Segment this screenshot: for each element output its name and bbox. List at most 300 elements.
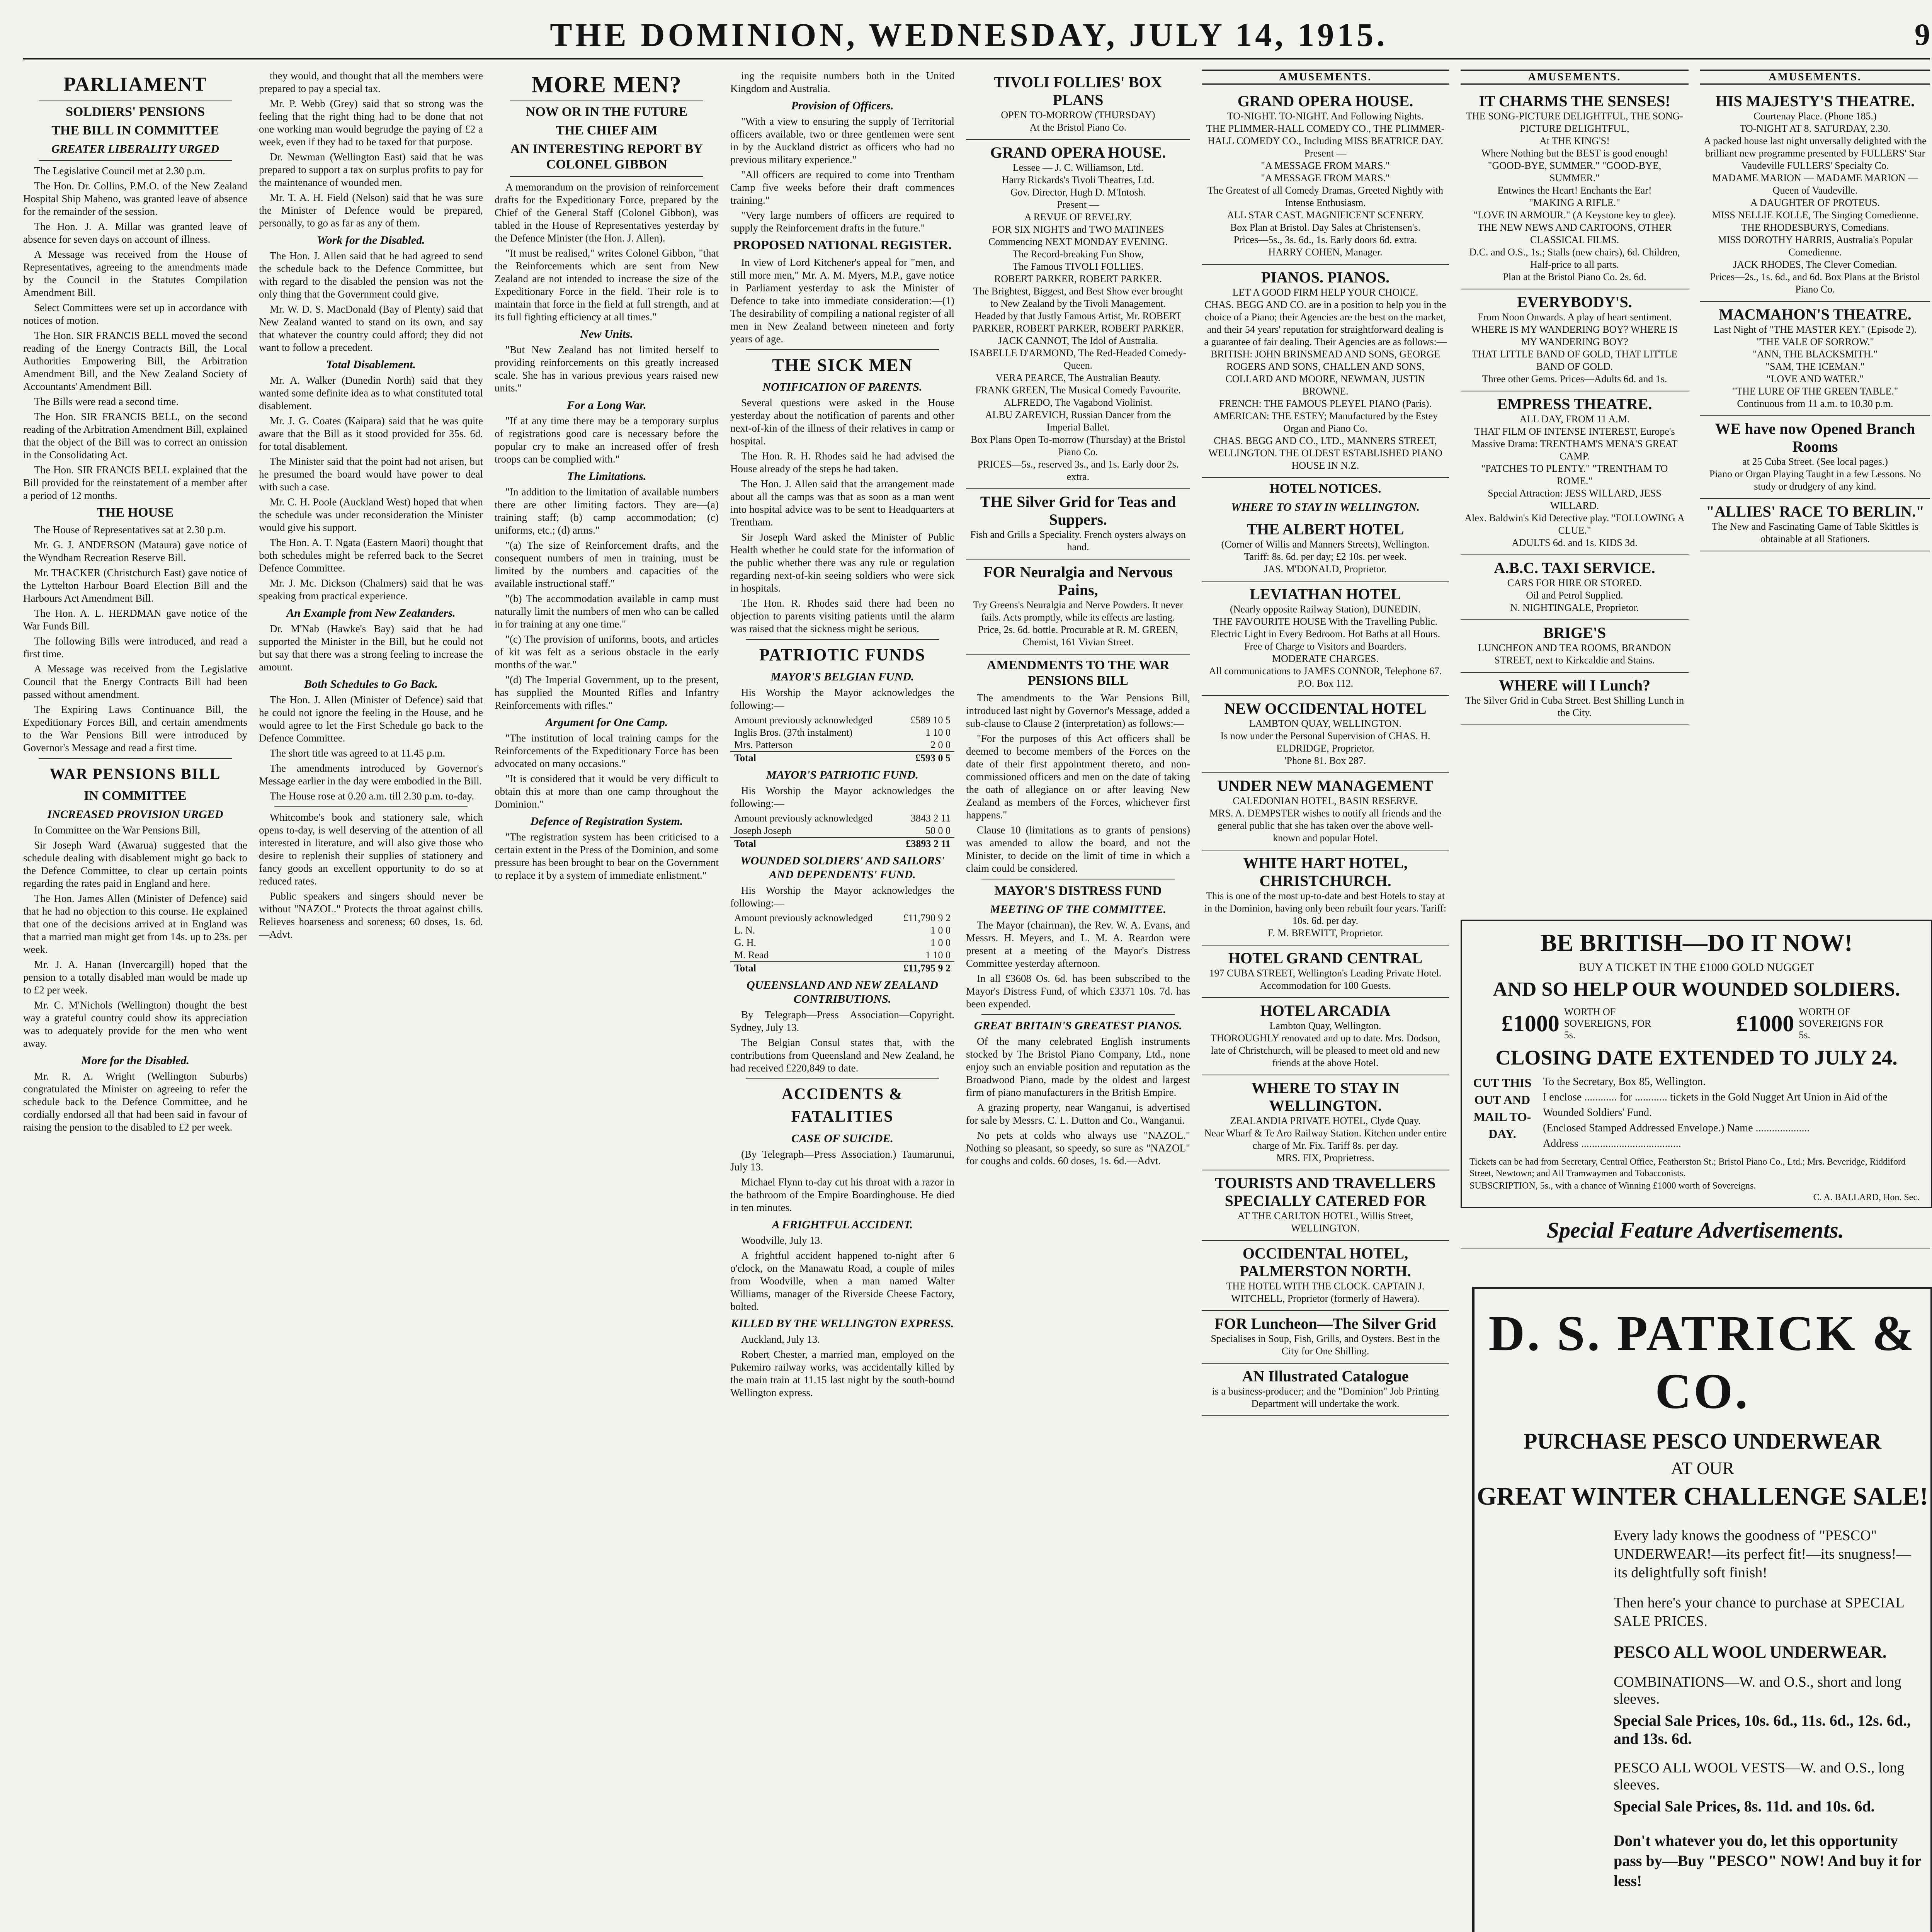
paragraph: Dr. M'Nab (Hawke's Bay) said that he had supported the Minister in the Bill, but he could not but say that there was a strong feeling to increase the amount. — [259, 623, 483, 673]
paragraph: Robert Chester, a married man, employed on the Pukemiro railway works, was accidentally killed by the main train at 11.15 last night by the south-bound Wellington express. — [730, 1349, 954, 1398]
ad-title: PIANOS. PIANOS. — [1261, 269, 1390, 286]
paragraph: The Hon. SIR FRANCIS BELL, on the second reading of the Arbitration Amendment Bill, explained that the object of the Bill was to correct an omission in the Consolidating Act. — [23, 411, 247, 461]
ad-line: Tariff: 8s. 6d. per day; £2 10s. per week. — [1244, 551, 1407, 562]
table-cell-amount: £11,790 9 2 — [903, 912, 951, 923]
ad-line: Plan at the Bristol Piano Co. 2s. 6d. — [1503, 271, 1646, 282]
ad-line: ZEALANDIA PRIVATE HOTEL, Clyde Quay. — [1230, 1115, 1421, 1126]
subhead: Provision of Officers. — [791, 99, 894, 112]
article-headline: ACCIDENTS & FATALITIES — [781, 1085, 903, 1126]
ad-line: THE NEW NEWS AND CARTOONS, OTHER CLASSICAL FILMS. — [1478, 222, 1672, 245]
ad-title: IT CHARMS THE SENSES! — [1479, 92, 1670, 110]
ad-line: FRANK GREEN, The Musical Comedy Favourite. — [975, 384, 1181, 396]
hotel-notice — [1202, 1311, 1449, 1364]
fund-table — [730, 812, 954, 850]
ad-line: Specialises in Soup, Fish, Grills, and Oysters. Best in the City for One Shilling. — [1211, 1333, 1440, 1357]
paragraph: "If at any time there may be a temporary surplus of registrations good care is necessary before the popular cry to make an increased offer of fresh troops can be complied with." — [495, 415, 719, 465]
ticket-info: Tickets can be had from Secretary, Central Office, Featherston St.; Bristol Piano Co., Ltd.; Mrs. Beveridge, Riddiford Street, Newtown; and All Tramwaymen and Tobacconists. — [1469, 1157, 1906, 1179]
ad-line: LUNCHEON AND TEA ROOMS, BRANDON STREET, next to Kirkcaldie and Stains. — [1478, 642, 1672, 666]
ad-line: "A MESSAGE FROM MARS." — [1261, 172, 1390, 184]
paragraph: The following Bills were introduced, and read a first time. — [23, 635, 247, 660]
hotel-notice — [1202, 696, 1449, 773]
ad-line: Prices—5s., 3s. 6d., 1s. Early doors 6d. extra. — [1233, 234, 1417, 245]
masthead — [23, 12, 1930, 60]
ad-line: F. M. BREWITT, Proprietor. — [1267, 927, 1383, 939]
ad-line: N. NIGHTINGALE, Proprietor. — [1510, 602, 1639, 613]
paragraph: Mr. J. A. Hanan (Invercargill) hoped that the pension to a totally disabled man would be made up to £2 per week. — [23, 959, 247, 996]
ad-line: Lessee — J. C. Williamson, Ltd. — [1012, 162, 1144, 173]
paragraph: "It is considered that it would be very difficult to obtain this at more than one camp throughout the Dominion." — [495, 773, 719, 810]
ad-line: Fish and Grills a Speciality. French oysters always on hand. — [970, 529, 1186, 553]
paragraph: His Worship the Mayor acknowledges the following:— — [730, 785, 954, 809]
ad-line: ISABELLE D'ARMOND, The Red-Headed Comedy-Queen. — [969, 347, 1187, 371]
paragraph: The Hon. R. Rhodes said there had been no objection to parents visiting patients until the alarm was raised that the sickness might be serious. — [730, 597, 954, 634]
paragraph: The Hon. SIR FRANCIS BELL moved the second reading of the Energy Contracts Bill, the Local Authorities Empowering Bill, the Arbitration Amendment Bill, and the New Zealand Society of Accountants' Amendment Bill. — [23, 330, 247, 392]
ad-line: The Brightest, Biggest, and Best Show ever brought to New Zealand by the Tivoli Management. — [973, 286, 1183, 309]
ad-line: From Noon Onwards. A play of heart sentiment. — [1478, 311, 1672, 323]
hotel-notice — [1202, 517, 1449, 582]
table-cell-label: Total — [734, 752, 756, 764]
ad-line: Alex. Baldwin's Kid Detective play. "FOLLOWING A CLUE." — [1464, 512, 1685, 536]
hotel-notice — [1202, 582, 1449, 696]
paragraph: Mr. T. A. H. Field (Nelson) said that he was sure the Minister of Defence would be prepared, personally, to go as far as any of them. — [259, 192, 483, 229]
paragraph: "(b) The accommodation available in camp must naturally limit the numbers of men who can be called in for training at any one time." — [495, 593, 719, 630]
table-cell-label: G. H. — [734, 937, 757, 948]
paragraph: Mr. A. Walker (Dunedin North) said that they wanted some definite idea as to what constituted total disablement. — [259, 374, 483, 412]
ad-line: THE SONG-PICTURE DELIGHTFUL, THE SONG-PICTURE DELIGHTFUL, — [1466, 111, 1684, 134]
ad-line: BRITISH: JOHN BRINSMEAD AND SONS, GEORGE ROGERS AND SONS, CHALLEN AND SONS, COLLARD AND MOORE, NEWMAN, JUSTIN BROWNE. — [1211, 349, 1440, 397]
paragraph: Sir Joseph Ward asked the Minister of Public Health whether he could state for the information of the public whether there was any rule or regulation regarding next-of-kin seeing soldiers who were sick in hospitals. — [730, 531, 954, 594]
paragraph: Public speakers and singers should never be without "NAZOL." Protects the throat against chills. Relieves hoarseness and soreness; 60 doses, 1s. 6d.—Advt. — [259, 890, 483, 940]
coupon-line: (Enclosed Stamped Addressed Envelope.) Name .................... — [1543, 1122, 1810, 1134]
paragraph: The Belgian Consul states that, with the contributions from Queensland and New Zealand, he had received £220,849 to date. — [730, 1037, 954, 1074]
hotel-notice — [1202, 1170, 1449, 1241]
amusements-header: AMUSEMENTS. — [1700, 70, 1930, 85]
paragraph: Clause 10 (limitations as to grants of pensions) was amended to allow the board, and not the Minister, to decide on the limit of time in which a claim could be considered. — [966, 824, 1190, 874]
banner-subline: AND SO HELP OUR WOUNDED SOLDIERS. — [1493, 978, 1900, 1000]
paragraph: The Hon. A. L. HERDMAN gave notice of the War Funds Bill. — [23, 607, 247, 632]
table-cell-amount: 1 0 0 — [930, 937, 951, 948]
ad-line: THE HOTEL WITH THE CLOCK. CAPTAIN J. WITCHELL, Proprietor (formerly of Hawera). — [1226, 1281, 1425, 1304]
article-headline: WAR PENSIONS BILL — [49, 765, 221, 782]
ad-title: GRAND OPERA HOUSE. — [990, 144, 1166, 161]
fund-table — [730, 912, 954, 975]
prize-text: WORTH OF SOVEREIGNS FOR 5s. — [1799, 1006, 1884, 1041]
ad-line: "THE VALE OF SORROW." — [1756, 336, 1874, 347]
ad-line: Courtenay Place. (Phone 185.) — [1753, 111, 1877, 122]
paragraph: Mr. G. J. ANDERSON (Mataura) gave notice of the Wyndham Recreation Reserve Bill. — [23, 539, 247, 563]
ad-line: ADULTS 6d. and 1s. KIDS 3d. — [1512, 537, 1638, 548]
subhead: WHERE TO STAY IN WELLINGTON. — [1231, 501, 1420, 514]
ad-line: OPEN TO-MORROW (THURSDAY) — [1001, 109, 1155, 121]
hotel-notice — [1202, 773, 1449, 850]
coupon-form[interactable] — [1543, 1074, 1923, 1151]
ad-line: A DAUGHTER OF PROTEUS. — [1750, 197, 1880, 208]
article-headline: PATRIOTIC FUNDS — [759, 645, 926, 664]
paragraph: The Hon. James Allen (Minister of Defence) said that he had no objection to this course. He explained that one of the decisions arrived at in England was that a married man might get from 14s. up to 23s. per week. — [23, 893, 247, 955]
paragraph: Sir Joseph Ward (Awarua) suggested that the schedule dealing with disablement might go back to the Defence Committee, to clear up certain points regarding the rates paid in England and here. — [23, 839, 247, 889]
prize-text: WORTH OF SOVEREIGNS, FOR 5s. — [1564, 1006, 1651, 1041]
ad-line: MISS DOROTHY HARRIS, Australia's Popular Comedienne. — [1718, 234, 1913, 258]
ad-body: Then here's your chance to purchase at SPECIAL SALE PRICES. — [1614, 1595, 1904, 1629]
prize-amount: £1000 — [1736, 1010, 1794, 1036]
ad-line: The Silver Grid in Cuba Street. Best Shilling Lunch in the City. — [1465, 695, 1684, 718]
table-cell-amount: £3893 2 11 — [906, 838, 951, 849]
table-row — [730, 949, 954, 961]
prize-amount: £1000 — [1501, 1010, 1560, 1036]
ad-line: CHAS. BEGG AND CO., LTD., MANNERS STREET, WELLINGTON. THE OLDEST ESTABLISHED PIANO HOUSE IN N.Z. — [1208, 435, 1442, 471]
paragraph: In all £3608 Os. 6d. has been subscribed to the Mayor's Distress Fund, of which £3371 10s. 7d. has been expended. — [966, 973, 1190, 1010]
paragraph: The Hon. J. A. Millar was granted leave of absence for seven days on account of illness. — [23, 221, 247, 245]
paragraph: ing the requisite numbers both in the United Kingdom and Australia. — [730, 70, 954, 94]
subhead: Defence of Registration System. — [530, 815, 683, 828]
article-deck: NOW OR IN THE FUTURE — [526, 105, 688, 119]
paragraph: The Bills were read a second time. — [34, 396, 179, 407]
hotel-notice — [1202, 946, 1449, 998]
advertisement — [1461, 555, 1689, 620]
ad-body: Every lady knows the goodness of "PESCO" UNDERWEAR!—its perfect fit!—its snugness!—its delightfully soft finish! — [1614, 1527, 1911, 1581]
ad-title: HOTEL GRAND CENTRAL — [1228, 949, 1423, 967]
table-cell-amount: 3843 2 11 — [910, 813, 951, 824]
paragraph: Auckland, July 13. — [741, 1333, 820, 1345]
ad-line: Is now under the Personal Supervision of CHAS. H. ELDRIDGE, Proprietor. — [1220, 730, 1430, 754]
section-title: PARLIAMENT — [63, 73, 207, 95]
advertisement-list — [1202, 517, 1449, 1416]
ad-title: EMPRESS THEATRE. — [1497, 395, 1652, 413]
table-row — [730, 924, 954, 937]
ad-line: "MAKING A RIFLE." — [1529, 197, 1620, 208]
ad-line: ROBERT PARKER, ROBERT PARKER. — [994, 273, 1162, 284]
paragraph: Select Committees were set up in accordance with notices of motion. — [23, 302, 247, 326]
ad-line: LET A GOOD FIRM HELP YOUR CHOICE. — [1232, 287, 1418, 298]
ad-line: This is one of the most up-to-date and best Hotels to stay at in the Dominion, having only been rebuilt four years. Tariff: 10s. 6d. per day. — [1204, 890, 1447, 926]
ad-line: JAS. M'DONALD, Proprietor. — [1264, 563, 1387, 575]
table-cell-label: Amount previously acknowledged — [734, 813, 873, 824]
ad-line: "SAM, THE ICEMAN." — [1765, 361, 1865, 372]
paragraph: The Mayor (chairman), the Rev. W. A. Evans, and Messrs. H. Meyers, and L. M. A. Reardon were present at a meeting of the Mayor's Distress Committee yesterday afternoon. — [966, 919, 1190, 969]
subhead: WOUNDED SOLDIERS' AND SAILORS' AND DEPENDENTS' FUND. — [740, 854, 945, 881]
ad-line: WHERE IS MY WANDERING BOY? WHERE IS MY WANDERING BOY? — [1471, 324, 1678, 347]
ad-callout: Don't whatever you do, let this opportunity pass by—Buy "PESCO" NOW! And buy it for less! — [1614, 1832, 1922, 1889]
ad-line: VERA PEARCE, The Australian Beauty. — [995, 372, 1161, 383]
ad-line: THE PLIMMER-HALL COMEDY CO., THE PLIMMER-HALL COMEDY CO., Including MISS BEATRICE DAY. — [1206, 123, 1445, 146]
ad-line: TO-NIGHT AT 8. SATURDAY, 2.30. — [1740, 123, 1891, 134]
subhead: The Limitations. — [567, 470, 646, 483]
paragraph: "The registration system has been criticised to a certain extent in the Press of the Dominion, and some pressure has been brought to bear on the Government to replace it by a system of immediate enlistment." — [495, 831, 719, 881]
ad-line: The Famous TIVOLI FOLLIES. — [1012, 261, 1144, 272]
paragraph: they would, and thought that all the members were prepared to pay a special tax. — [259, 70, 483, 94]
ad-headline: PURCHASE PESCO UNDERWEAR — [1523, 1429, 1882, 1454]
ad-line: THAT LITTLE BAND OF GOLD, THAT LITTLE BAND OF GOLD. — [1471, 349, 1678, 372]
ad-line: At THE KING'S! — [1539, 135, 1610, 146]
paragraph: Mr. W. D. S. MacDonald (Bay of Plenty) said that New Zealand wanted to stand on its own, and say that whatever the country could afford; they did not want to follow a precedent. — [259, 303, 483, 353]
article-deck: NOTIFICATION OF PARENTS. — [762, 381, 922, 393]
table-cell-label: Inglis Bros. (37th instalment) — [734, 727, 853, 738]
table-row — [730, 961, 954, 975]
ad-line: Piano or Organ Playing Taught in a few Lessons. No study or drudgery of any kind. — [1709, 468, 1921, 492]
paragraph: Mr. C. H. Poole (Auckland West) hoped that when the schedule was under reconsideration the Minister would give his support. — [259, 496, 483, 533]
table-row — [730, 751, 954, 764]
column-amusements-3 — [1700, 70, 1930, 912]
ad-line: Special Attraction: JESS WILLARD, JESS WILLARD. — [1488, 488, 1662, 511]
advertisement — [1700, 416, 1930, 499]
paragraph: Several questions were asked in the House yesterday about the notification of parents and other next-of-kin of the illness of their relatives in camp or hospital. — [730, 397, 954, 447]
paragraph: The Hon. J. Allen said that he had agreed to send the schedule back to the Defence Committee, but with regard to the disabled the pension was not the only thing that the Government could give. — [259, 250, 483, 300]
table-cell-label: M. Read — [734, 949, 769, 961]
ad-line: "LOVE AND WATER." — [1766, 373, 1864, 384]
amusements-header: AMUSEMENTS. — [1202, 70, 1449, 85]
paragraph: "With a view to ensuring the supply of Territorial officers available, two or three gentlemen were sent in by the Auckland district as officers who had no previous military experience." — [730, 116, 954, 165]
paragraph: His Worship the Mayor acknowledges the following:— — [730, 884, 954, 909]
ad-title: AN Illustrated Catalogue — [1242, 1367, 1409, 1385]
ad-title: TIVOLI FOLLIES' BOX PLANS — [994, 73, 1162, 109]
ad-line: A packed house last night unversally delighted with the brilliant new programme presented by FULLERS' Star Vaudeville FULLERS' Specialty Co. — [1704, 135, 1927, 171]
paragraph: No pets at colds who always use "NAZOL." Nothing so pleasant, so speedy, so sure as "NAZOL" for coughs and colds. 60 doses, 1s. 6d.—Advt. — [966, 1129, 1190, 1167]
ad-line: ALL DAY, FROM 11 A.M. — [1519, 413, 1630, 425]
ad-line: THE RHODESBURYS, Comedians. — [1741, 222, 1889, 233]
ad-title: MACMAHON'S THEATRE. — [1719, 306, 1912, 323]
secretary-name: C. A. BALLARD, Hon. Sec. — [1813, 1192, 1920, 1202]
paragraph: The Hon. Dr. Collins, P.M.O. of the New Zealand Hospital Ship Maheno, was granted leave of absence for the remainder of the session. — [23, 180, 247, 217]
ad-line: D.C. and O.S., 1s.; Stalls (new chairs), 6d. Children, Half-price to all parts. — [1469, 247, 1680, 270]
subhead: MAYOR'S BELGIAN FUND. — [770, 670, 914, 683]
ad-line: Three other Gems. Prices—Adults 6d. and 1s. — [1482, 373, 1667, 384]
ad-line: at 25 Cuba Street. (See local pages.) — [1742, 456, 1888, 467]
product-price: Special Sale Prices, 8s. 11d. and 10s. 6d. — [1614, 1798, 1875, 1815]
advertisement — [1202, 88, 1449, 265]
ad-title: FOR Luncheon—The Silver Grid — [1214, 1315, 1436, 1332]
ad-title: GRAND OPERA HOUSE. — [1237, 92, 1413, 110]
article-deck: MEETING OF THE COMMITTEE. — [990, 903, 1167, 916]
ad-line: is a business-producer; and the "Dominion" Job Printing Department will undertake the work. — [1212, 1386, 1439, 1409]
product-name: PESCO ALL WOOL UNDERWEAR. — [1614, 1643, 1887, 1662]
ad-title: NEW OCCIDENTAL HOTEL — [1224, 700, 1427, 717]
paragraph: Mr. THACKER (Christchurch East) gave notice of the Lyttelton Harbour Board Election Bill and the Harbours Act Amendment Bill. — [23, 567, 247, 604]
gold-nugget-advertisement — [1461, 920, 1932, 1208]
ad-line: HARRY COHEN, Manager. — [1268, 247, 1383, 258]
ad-line: Electric Light in Every Bedroom. Hot Baths at all Hours. Free of Charge to Visitors and Boarders. — [1210, 628, 1440, 652]
paragraph: In Committee on the War Pensions Bill, — [34, 824, 201, 836]
paragraph: "(a) The size of Reinforcement drafts, and the consequent numbers of men in training, must be limited by the numbers and capacities of the available instructional staff." — [495, 539, 719, 589]
advertisement-list — [1700, 88, 1930, 551]
paragraph: "For the purposes of this Act officers shall be deemed to become members of the Forces on the date of their first appointment thereto, and non-commissioned officers and men on the date of taking the oath of allegiance on or after leaving New Zealand as members of the Forces, whichever first happens." — [966, 733, 1190, 821]
paragraph: His Worship the Mayor acknowledges the following:— — [730, 687, 954, 711]
banner-headline: BE BRITISH—DO IT NOW! — [1540, 929, 1853, 956]
advertisement — [966, 560, 1190, 655]
ad-line: PRICES—5s., reserved 3s., and 1s. Early door 2s. extra. — [977, 459, 1179, 482]
subhead: QUEENSLAND AND NEW ZEALAND CONTRIBUTIONS. — [747, 979, 938, 1005]
paragraph: Mr. P. Webb (Grey) said that so strong was the feeling that the right thing had to be done that not one working man would begrudge the paying of £2 a week, even if they had to be taxed for that purpose. — [259, 98, 483, 148]
patrick-advertisement — [1472, 1287, 1932, 1932]
ad-title: WHERE TO STAY IN WELLINGTON. — [1251, 1079, 1400, 1114]
ad-line: MODERATE CHARGES. — [1272, 653, 1379, 664]
subhead: An Example from New Zealanders. — [286, 607, 456, 619]
column-amusements-2 — [1461, 70, 1689, 912]
ad-line: Headed by that Justly Famous Artist, Mr. ROBERT PARKER, ROBERT PARKER, ROBERT PARKER. — [972, 310, 1184, 334]
paragraph: By Telegraph—Press Association—Copyright. Sydney, July 13. — [730, 1009, 954, 1033]
ad-title: FOR Neuralgia and Nervous Pains, — [983, 563, 1173, 599]
paragraph: The Hon. J. Allen said that the arrangement made about all the camps was that as soon as a man went into hospital advice was to be sent to Headquarters at Trentham. — [730, 478, 954, 528]
article-kicker: IN COMMITTEE — [84, 789, 187, 803]
advertisement — [1461, 391, 1689, 555]
ad-line: "THE LURE OF THE GREEN TABLE." — [1732, 386, 1898, 397]
ad-line: Entwines the Heart! Enchants the Ear! — [1497, 185, 1652, 196]
ad-line: Present — — [1057, 199, 1099, 210]
advertisement — [966, 489, 1190, 560]
column-parliament — [23, 70, 247, 1932]
ad-line: Gov. Director, Hugh D. M'Intosh. — [1010, 187, 1146, 198]
subhead: Work for the Disabled. — [317, 234, 425, 247]
table-row — [730, 837, 954, 850]
paragraph: The Hon. R. H. Rhodes said he had advised the House already of the steps he had taken. — [730, 450, 954, 474]
paragraph: Woodville, July 13. — [741, 1235, 823, 1246]
section-title: HOTEL NOTICES. — [1269, 481, 1381, 496]
paragraph: "In addition to the limitation of available numbers there are other limiting factors. They are—(a) training staff; (b) camp accommodation; (c) uniforms, etc.; (d) arms." — [495, 486, 719, 536]
subhead: GREAT BRITAIN'S GREATEST PIANOS. — [974, 1019, 1182, 1032]
paragraph: Dr. Newman (Wellington East) said that he was prepared to support a tax on surplus profits to pay for the maintenance of wounded men. — [259, 151, 483, 188]
paragraph: In view of Lord Kitchener's appeal for "men, and still more men," Mr. A. M. Myers, M.P., gave notice in Parliament yesterday to ask the Minister of Defence to take into immediate consideration:—(1) The desirability of compiling a national register of all men in New Zealand between nineteen and forty years of age. — [730, 257, 954, 345]
ad-line: "A MESSAGE FROM MARS." — [1261, 160, 1390, 171]
ad-line: Box Plan at Bristol. Day Sales at Christensen's. — [1230, 222, 1421, 233]
page-number: 9 — [1915, 17, 1930, 52]
amusements-header: AMUSEMENTS. — [1461, 70, 1689, 85]
advertisement — [1700, 88, 1930, 302]
special-feature-header: Special Feature Advertisements. — [1461, 1217, 1930, 1248]
article-deck: INCREASED PROVISION URGED — [47, 808, 223, 821]
ad-line: AMERICAN: THE ESTEY; Manufactured by the Estey Organ and Piano Co. — [1213, 410, 1438, 434]
ad-line: (Nearly opposite Railway Station), DUNEDIN. — [1230, 604, 1421, 615]
subhead: Total Disablement. — [326, 358, 416, 371]
ad-line: "ANN, THE BLACKSMITH." — [1753, 349, 1878, 360]
subhead: MAYOR'S PATRIOTIC FUND. — [766, 769, 918, 781]
paragraph: A grazing property, near Wanganui, is advertised for sale by Messrs. C. L. Dutton and Co., Wanganui. — [966, 1102, 1190, 1126]
ad-title: HIS MAJESTY'S THEATRE. — [1715, 92, 1915, 110]
ad-line: At the Bristol Piano Co. — [1029, 122, 1127, 133]
paragraph: The Hon. A. T. Ngata (Eastern Maori) thought that both schedules might be referred back to the Secret Defence Committee. — [259, 537, 483, 574]
hotel-notice — [1202, 1364, 1449, 1416]
subhead: Both Schedules to Go Back. — [304, 678, 438, 690]
advertisement — [966, 70, 1190, 140]
ad-line: ALL STAR CAST. MAGNIFICENT SCENERY. — [1227, 209, 1424, 221]
table-row — [730, 739, 954, 751]
advertisement — [1461, 289, 1689, 391]
fund-table — [730, 714, 954, 764]
column-tivoli-amendments — [966, 70, 1190, 1932]
ad-line: MISS NELLIE KOLLE, The Singing Comedienne. — [1712, 209, 1918, 221]
advertisement — [1700, 302, 1930, 416]
paragraph: Of the many celebrated English instruments stocked by The Bristol Piano Company, Ltd., none enjoy such an enviable position and reputation as the Broadwood Piano, made by the oldest and largest firm of piano manufacturers in the British Empire. — [966, 1036, 1190, 1098]
ad-title: TOURISTS AND TRAVELLERS SPECIALLY CATERED FOR — [1215, 1174, 1436, 1209]
ad-line: MRS. FIX, Proprietress. — [1276, 1152, 1374, 1163]
table-row — [730, 812, 954, 825]
table-cell-amount: 1 0 0 — [930, 925, 951, 936]
ad-title: A.B.C. TAXI SERVICE. — [1494, 559, 1655, 577]
product-desc: COMBINATIONS—W. and O.S., short and long sleeves. — [1614, 1674, 1901, 1707]
ad-title: WHITE HART HOTEL, CHRISTCHURCH. — [1243, 854, 1408, 889]
ad-line: The Record-breaking Fun Show, — [1012, 248, 1144, 260]
ad-title: LEVIATHAN HOTEL — [1250, 585, 1401, 603]
ad-line: Where Nothing but the BEST is good enough! — [1481, 148, 1668, 159]
ad-line: Try Greens's Neuralgia and Nerve Powders. It never fails. Acts promptly, while its effects are lasting. Price, 2s. 6d. bottle. Procurable at R. M. GREEN, Chemist, 161 Vivian Street. — [973, 599, 1183, 648]
ad-line: ALBU ZAREVICH, Russian Dancer from the Imperial Ballet. — [985, 409, 1171, 433]
advertisement — [1461, 673, 1689, 725]
advertisement — [966, 140, 1190, 489]
paragraph: "(c) The provision of uniforms, boots, and articles of kit was felt as a serious obstacle in the early months of the war." — [495, 633, 719, 670]
subhead: CASE OF SUICIDE. — [791, 1132, 893, 1145]
ad-line: Present — — [1304, 148, 1347, 159]
paragraph: Mr. J. G. Coates (Kaipara) said that he was quite aware that the Bill as it stood provided for 35s. 6d. for total disablement. — [259, 415, 483, 452]
ad-line: CHAS. BEGG AND CO. are in a position to help you in the choice of a Piano; their Agencies are the best on the market, and their 54 years' reputation for straightforward dealing is a guarantee of fair dealing. Their Agencies are as follows:— — [1204, 299, 1447, 347]
paragraph: "Very large numbers of officers are required to supply the Reinforcement drafts in the future." — [730, 209, 954, 234]
table-cell-label: Total — [734, 838, 756, 849]
paragraph: A frightful accident happened to-night after 6 o'clock, on the Manawatu Road, a couple of miles from Woodville, when a man named Walter Williams, manager of the Riverside Cheese Factory, bolted. — [730, 1250, 954, 1312]
paragraph: Whitcombe's book and stationery sale, which opens to-day, is well deserving of the attention of all interested in literature, and will also give those who desire to replenish their supplies of stationery and fancy goods an excellent opportunity to do so at reduced rates. — [259, 811, 483, 887]
paragraph: The House of Representatives sat at 2.30 p.m. — [34, 524, 226, 536]
ad-title: WE have now Opened Branch Rooms — [1715, 420, 1915, 455]
subhead: KILLED BY THE WELLINGTON EXPRESS. — [731, 1317, 954, 1330]
paragraph: "It must be realised," writes Colonel Gibbon, "that the Reinforcements which are sent from New Zealand are not intended to increase the size of the Expeditionary Force in the field. Their role is to maintain that force in the field at full strength, and at its full fighting efficiency at all times." — [495, 247, 719, 323]
paragraph: A memorandum on the provision of reinforcement drafts for the Expeditionary Force, prepared by the Chief of the General Staff (Colonel Gibbon), was tabled in the House of Representatives yesterday by the Defence Minister (the Hon. J. Allen). — [495, 181, 719, 244]
ad-line: MRS. A. DEMPSTER wishes to notify all friends and the general public that she has taken over the above well-known and popular Hotel. — [1209, 808, 1442, 844]
coupon-line: To the Secretary, Box 85, Wellington. — [1543, 1076, 1706, 1088]
ad-title: EVERYBODY'S. — [1517, 293, 1632, 311]
subhead: THE HOUSE — [97, 505, 174, 520]
paragraph: "(d) The Imperial Government, up to the present, has supplied the Mounted Rifles and Infantry Reinforcements with rifles." — [495, 674, 719, 711]
table-row — [730, 714, 954, 726]
product-price: Special Sale Prices, 10s. 6d., 11s. 6d., 12s. 6d., and 13s. 6d. — [1614, 1712, 1911, 1747]
article-headline: MAYOR'S DISTRESS FUND — [994, 884, 1162, 898]
ad-line: 'Phone 81. Box 287. — [1284, 755, 1366, 766]
coupon-label: CUT THIS OUT AND MAIL TO-DAY. — [1473, 1076, 1532, 1141]
advertisement — [1202, 265, 1449, 478]
paragraph: The Legislative Council met at 2.30 p.m. — [34, 165, 206, 177]
table-row — [730, 726, 954, 739]
hotel-notice — [1202, 1075, 1449, 1170]
article-headline: MORE MEN? — [531, 72, 682, 97]
ad-line: THAT FILM OF INTENSE INTEREST, Europe's Massive Drama: TRENTHAM'S MENA'S GREAT CAMP. — [1471, 426, 1678, 462]
paragraph: The Hon. J. Allen (Minister of Defence) said that he could not ignore the feeling in the House, and he would agree to let the First Schedule go back to the Defence Committee. — [259, 694, 483, 744]
paragraph: The amendments to the War Pensions Bill, introduced last night by Governor's Message, added a sub-clause to Clause 2 (interpretation) as follows:— — [966, 692, 1190, 729]
ad-line: Box Plans Open To-morrow (Thursday) at the Bristol Piano Co. — [971, 434, 1185, 457]
ad-line: THE FAVOURITE HOUSE With the Travelling Public. — [1213, 616, 1438, 627]
advertisement-list — [1461, 88, 1689, 725]
table-cell-amount: 1 10 0 — [925, 727, 951, 738]
hotel-notice — [1202, 850, 1449, 946]
paragraph: "All officers are required to come into Trentham Camp five weeks before their draft commences training." — [730, 169, 954, 206]
ad-line: (Corner of Willis and Manners Streets), Wellington. — [1221, 539, 1430, 550]
ad-line: Continuous from 11 a.m. to 10.30 p.m. — [1737, 398, 1893, 409]
ad-line: The Greatest of all Comedy Dramas, Greeted Nightly with Intense Enthusiasm. — [1207, 185, 1444, 208]
ad-line: The New and Fascinating Game of Table Skittles is obtainable at all Stationers. — [1712, 521, 1918, 544]
ad-line: A REVUE OF REVELRY. — [1024, 211, 1132, 223]
ad-line: AT THE CARLTON HOTEL, Willis Street, WELLINGTON. — [1237, 1210, 1413, 1234]
banner-subline: BUY A TICKET IN THE £1000 GOLD NUGGET — [1578, 961, 1815, 974]
advertisement-list — [966, 70, 1190, 655]
hotel-notice — [1202, 998, 1449, 1075]
ad-line: JACK CANNOT, The Idol of Australia. — [998, 335, 1158, 346]
ad-title: THE Silver Grid for Teas and Suppers. — [980, 493, 1176, 528]
ad-line: TO-NIGHT. TO-NIGHT. And Following Nights. — [1227, 111, 1424, 122]
article-headline: THE SICK MEN — [772, 355, 913, 375]
article-deck: GREATER LIBERALITY URGED — [51, 143, 219, 155]
table-cell-label: Amount previously acknowledged — [734, 912, 873, 923]
table-cell-amount: £589 10 5 — [910, 714, 951, 726]
paragraph: The Expiring Laws Continuance Bill, the Expeditionary Forces Bill, and certain amendments to the War Pensions Bill were introduced by Governor's Message and read a first time. — [23, 704, 247, 753]
advertisement — [1700, 499, 1930, 551]
ad-title: HOTEL ARCADIA — [1260, 1002, 1391, 1019]
table-cell-amount: 1 10 0 — [925, 949, 951, 961]
article-headline: AMENDMENTS TO THE WAR PENSIONS BILL — [986, 658, 1170, 688]
paragraph: The short title was agreed to at 11.45 p.m. — [270, 747, 446, 759]
